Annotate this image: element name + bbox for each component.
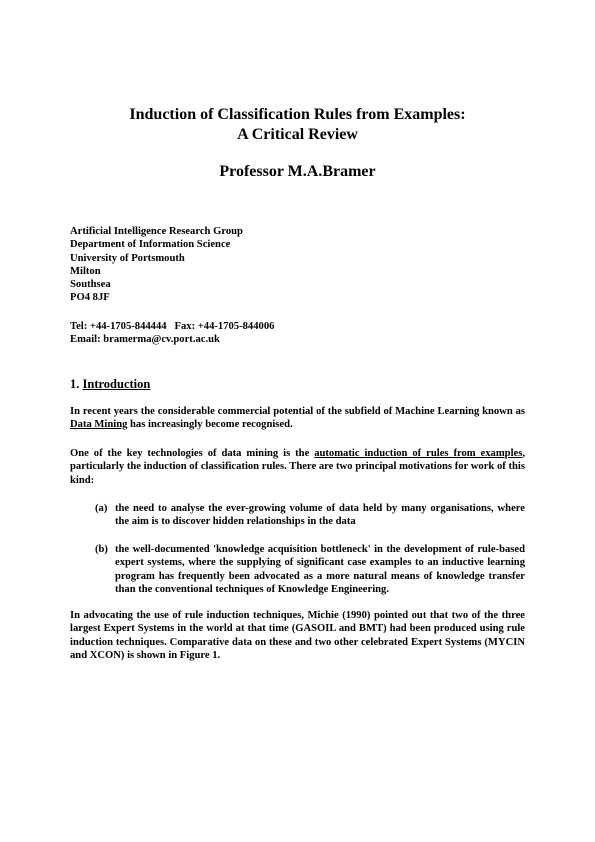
list-item-text: the need to analyse the ever-growing volume of data held by many organisations, where the aim is to discover hidden relationships in the data (115, 503, 525, 528)
paragraph-3: In advocating the use of rule induction techniques, Michie (1990) pointed out that two of the three largest Expert Systems in the world at that time (GASOIL and BMT) had been produced using rule induction techniques. Comparative data on these and two other celebrated Expert Systems (MYCIN and XCON) is shown in Figure 1. (70, 610, 525, 661)
section-heading-introduction (70, 376, 150, 392)
section-title: Introduction (82, 377, 151, 391)
list-item-text: the well-documented 'knowledge acquisition bottleneck' in the development of rule-based expert systems, where the supplying of significant case examples to an inductive learning program has frequently been advocated as a more natural means of knowledge transfer than the conventional techniques of Knowledge Engineering. (115, 544, 525, 595)
section-number: 1. (70, 377, 80, 391)
email-line: Email: bramerma@cv.port.ac.uk (70, 334, 220, 346)
paragraph-text: In recent years the considerable commercial potential of the subfield of Machine Learning known as (70, 406, 525, 417)
affiliation-line: University of Portsmouth (70, 252, 185, 264)
affiliation-line: Milton (70, 265, 101, 277)
affiliation-line: Southsea (70, 279, 111, 291)
author-name: Professor M.A.Bramer (219, 163, 376, 180)
paragraph-text: , particularly the induction of classification rules. There are two principal motivations for work of this kind: (70, 448, 525, 486)
paper-title-line-2: A Critical Review (237, 126, 358, 143)
paragraph-text: One of the key technologies of data mining is the (70, 448, 315, 459)
phone-fax-line: Tel: +44-1705-844444 Fax: +44-1705-844006 (70, 321, 275, 332)
contact-block (70, 320, 530, 347)
paragraph-1 (70, 405, 525, 432)
list-marker: (a) (95, 503, 108, 514)
list-item (95, 502, 525, 529)
paper-title-line-1: Induction of Classification Rules from Examples: (129, 106, 466, 123)
paragraph-text: has increasingly become recognised. (127, 419, 293, 431)
list-item (95, 543, 525, 596)
list-marker: (b) (95, 544, 108, 555)
rule-induction-term: automatic induction of rules from examples (314, 448, 523, 459)
affiliation-block (70, 225, 530, 305)
data-mining-term: Data Mining (70, 419, 128, 431)
affiliation-line: Artificial Intelligence Research Group (70, 226, 243, 237)
paragraph-2 (70, 447, 525, 487)
affiliation-line: PO4 8JF (70, 292, 110, 304)
affiliation-line: Department of Information Science (70, 239, 231, 251)
